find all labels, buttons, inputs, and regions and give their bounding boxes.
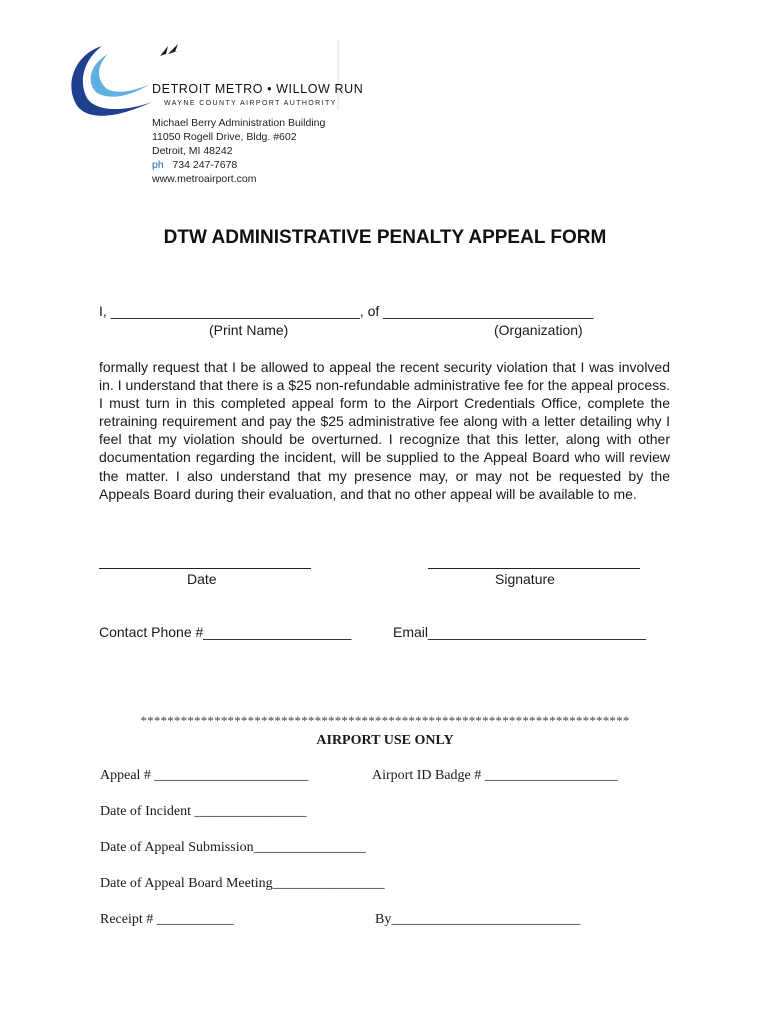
organization-caption: (Organization): [494, 322, 583, 338]
by-field[interactable]: By___________________________: [375, 912, 581, 927]
receipt-number-field[interactable]: Receipt # ___________: [100, 912, 234, 927]
date-caption: Date: [187, 571, 217, 587]
signature-caption: Signature: [495, 571, 555, 587]
website-link[interactable]: www.metroairport.com: [152, 173, 257, 185]
airport-authority-logo: [68, 40, 364, 122]
date-signature-line[interactable]: [99, 568, 311, 569]
airport-use-heading: AIRPORT USE ONLY: [316, 733, 454, 748]
signature-line[interactable]: [428, 568, 640, 569]
address-street: 11050 Rogell Drive, Bldg. #602: [152, 131, 297, 143]
address-building: Michael Berry Administration Building: [152, 117, 326, 129]
address-city: Detroit, MI 48242: [152, 145, 233, 157]
email-field[interactable]: Email____________________________: [393, 624, 647, 640]
address-block: [152, 116, 325, 186]
date-of-incident-field[interactable]: Date of Incident ________________: [100, 804, 307, 819]
airport-badge-field[interactable]: Airport ID Badge # ___________________: [372, 768, 618, 783]
phone-label: ph: [152, 159, 164, 171]
print-name-caption: (Print Name): [209, 322, 289, 338]
address-phone-row: [152, 158, 325, 172]
separator-stars: *************************************************************************: [140, 713, 630, 728]
form-title: DTW ADMINISTRATIVE PENALTY APPEAL FORM: [163, 227, 607, 248]
logo-sub-line: WAYNE COUNTY AIRPORT AUTHORITY: [164, 100, 337, 107]
date-of-appeal-board-meeting-field[interactable]: Date of Appeal Board Meeting________________: [100, 876, 385, 891]
date-of-appeal-submission-field[interactable]: Date of Appeal Submission________________: [100, 840, 366, 855]
logo-name-line: DETROIT METRO • WILLOW RUN: [152, 82, 364, 96]
swoosh-logo-icon: [68, 40, 340, 122]
appeal-statement-paragraph: formally request that I be allowed to appeal the recent security violation that I was involved in. I understand that there is a $25 non-refundable administrative fee for the appeal process. I must turn in this completed appeal form to the Airport Credentials Office, complete the retraining requirement and pay the $25 administrative fee along with a letter detailing why I feel that my violation should be overturned. I recognize that this letter, along with other documentation regarding the incident, will be supplied to the Appeal Board who will review the matter. I also understand that my presence may, or may not be requested by the Appeals Board during their evaluation, and that no other appeal will be available to me.: [99, 359, 670, 502]
phone-number: 734 247-7678: [172, 159, 238, 171]
appeal-number-field[interactable]: Appeal # ______________________: [100, 768, 309, 783]
contact-phone-field[interactable]: Contact Phone #___________________: [99, 624, 352, 640]
name-organization-line[interactable]: I, ________________________________, of ___________________________: [99, 303, 594, 319]
